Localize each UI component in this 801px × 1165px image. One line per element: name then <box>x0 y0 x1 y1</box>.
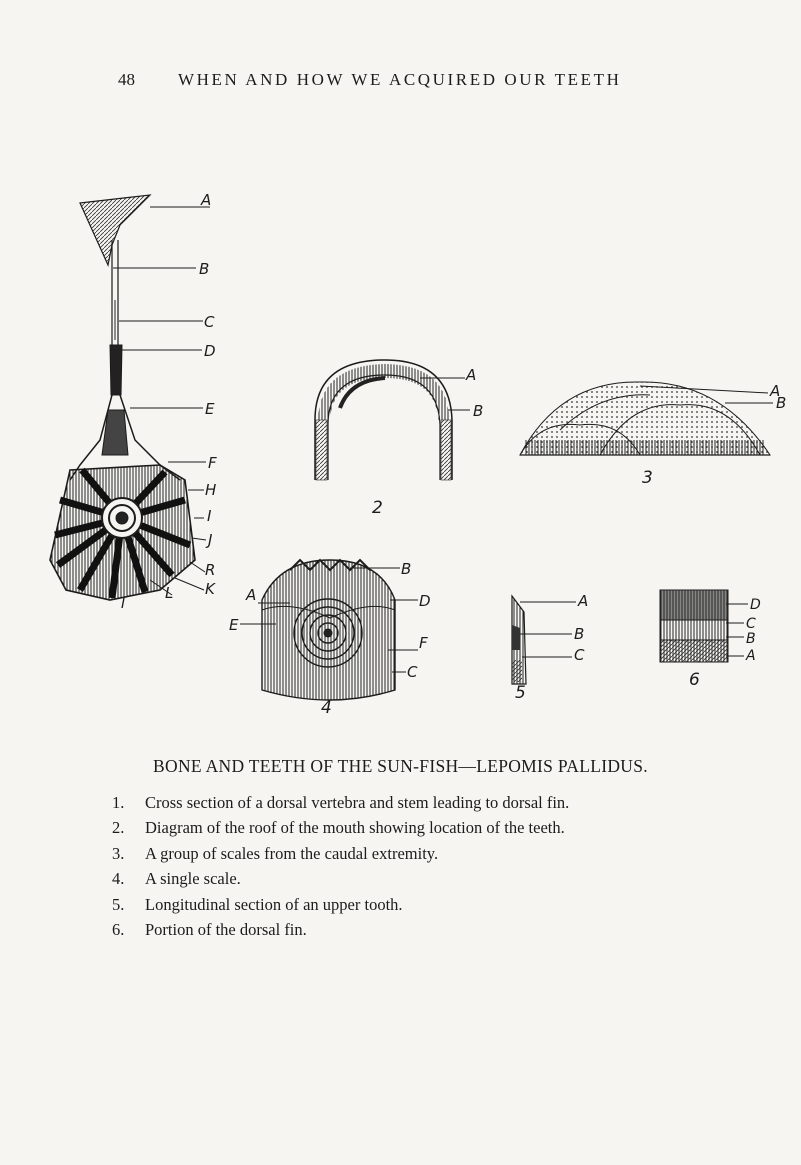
fig5-label-c: C <box>574 646 585 664</box>
fig1-label-d: D <box>204 342 216 360</box>
fig3-number: 3 <box>642 468 653 488</box>
fig1-label-f: F <box>208 454 217 472</box>
fig6-label-b: B <box>746 631 756 647</box>
fig5-label-b: B <box>574 625 585 643</box>
fig1-label-c: C <box>204 313 215 331</box>
figure-4-scale <box>240 560 418 700</box>
fig6-number: 6 <box>689 670 700 690</box>
fig1-label-i: I <box>207 507 212 525</box>
fig1-label-l: L <box>165 584 174 602</box>
fig1-number: I <box>121 596 126 612</box>
plate-title: BONE AND TEETH OF THE SUN-FISH—LEPOMIS PALLIDUS. <box>153 756 648 776</box>
fig5-number: 5 <box>515 683 526 703</box>
fig1-label-r: R <box>205 561 216 579</box>
fig1-label-a: A <box>201 191 212 209</box>
fig6-label-c: C <box>746 616 756 632</box>
fig1-label-j: J <box>208 531 213 549</box>
fig4-label-f: F <box>419 634 428 652</box>
legend-item: 5. Longitudinal section of an upper tooth. <box>112 894 403 914</box>
fig2-label-b: B <box>473 402 484 420</box>
fig4-label-d: D <box>419 592 431 610</box>
legend-item: 4. A single scale. <box>112 869 241 889</box>
fig2-label-a: A <box>466 366 477 384</box>
fig3-label-b: B <box>776 394 787 412</box>
fig1-label-e: E <box>205 400 215 418</box>
legend-item: 6. Portion of the dorsal fin. <box>112 919 307 939</box>
figure-2-mouth-roof <box>315 360 470 480</box>
fig1-label-b: B <box>199 260 210 278</box>
fig3-label-a: A <box>770 382 781 400</box>
fig6-label-d: D <box>750 597 761 613</box>
figure-5-labels <box>515 592 588 703</box>
page-number: 48 <box>118 70 135 89</box>
fig4-label-e: E <box>229 616 239 634</box>
fig5-label-a: A <box>578 592 589 610</box>
legend-item: 2. Diagram of the roof of the mouth showing location of the teeth. <box>112 818 565 838</box>
fig4-number: 4 <box>321 698 332 718</box>
fig4-label-b: B <box>401 560 412 578</box>
fig1-label-h: H <box>205 481 217 499</box>
figure-3-scales <box>520 382 773 455</box>
figure-5-tooth <box>512 596 576 684</box>
figure-1-vertebra <box>50 195 213 600</box>
figure-legend <box>112 790 732 942</box>
legend-item: 1. Cross section of a dorsal vertebra and stem leading to dorsal fin. <box>112 793 570 812</box>
fig4-label-a: A <box>246 586 257 604</box>
figure-6-fin <box>660 590 748 662</box>
fig1-label-k: K <box>205 580 215 598</box>
legend-item: 3. A group of scales from the caudal extremity. <box>112 843 439 863</box>
fig4-label-c: C <box>407 663 418 681</box>
fig2-number: 2 <box>372 498 383 518</box>
fig6-label-a: A <box>746 648 756 664</box>
running-title: WHEN AND HOW WE ACQUIRED OUR TEETH <box>178 70 622 89</box>
